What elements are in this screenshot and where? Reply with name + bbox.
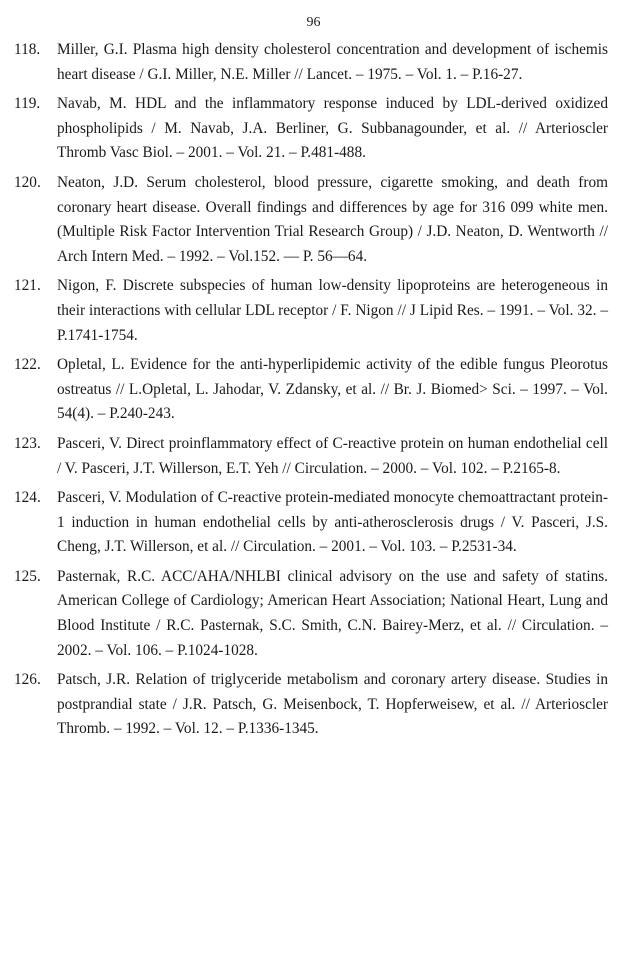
reference-number: 120.	[14, 173, 41, 191]
reference-item-118	[14, 38, 608, 87]
reference-item-122	[14, 353, 608, 427]
reference-text: Neaton, J.D. Serum cholesterol, blood pressure, cigarette smoking, and death from coronary heart disease. Overall findings and differences by age for 316 099 white men. (Multiple Risk Factor Intervention Trial Research Group) / J.D. Neaton, D. Wentworth // Arch Intern Med. – 1992. – Vol.152. — P. 56—64.	[57, 173, 608, 265]
page-number: 96	[306, 15, 321, 30]
reference-text: Nigon, F. Discrete subspecies of human low-density lipoproteins are heterogeneous in their interactions with cellular LDL receptor / F. Nigon // J Lipid Res. – 1991. – Vol. 32. – P.1741-1754.	[57, 277, 608, 344]
reference-item-119	[14, 92, 608, 166]
reference-item-121	[14, 274, 608, 348]
reference-text: Patsch, J.R. Relation of triglyceride metabolism and coronary artery disease. Studies in postprandial state / J.R. Patsch, G. Meisenbock, T. Hopferweisew, et al. // Arterioscler Thromb. – 1992. – Vol. 12. – P.1336-1345.	[57, 671, 608, 738]
reference-list	[14, 38, 608, 747]
reference-text: Pasceri, V. Modulation of C-reactive protein-mediated monocyte chemoattractant protein-1 induction in human endothelial cells by anti-atherosclerosis drugs / V. Pasceri, J.S. Cheng, J.T. Willerson, et al. // Circulation. – 2001. – Vol. 103. – P.2531-34.	[57, 489, 608, 556]
reference-text: Pasceri, V. Direct proinflammatory effect of C-reactive protein on human endothelial cell / V. Pasceri, J.T. Willerson, E.T. Yeh // Circulation. – 2000. – Vol. 102. – P.2165-8.	[57, 434, 608, 477]
reference-item-120	[14, 171, 608, 269]
reference-number: 123.	[14, 434, 41, 452]
reference-number: 118.	[14, 41, 41, 58]
reference-text: Navab, M. HDL and the inflammatory response induced by LDL-derived oxidized phospholipids / M. Navab, J.A. Berliner, G. Subbanagounder, et al. // Arterioscler Thromb Vasc Biol. – 2001. – Vol. 21. – P.481-488.	[57, 95, 608, 162]
reference-item-123	[14, 432, 608, 481]
reference-text: Opletal, L. Evidence for the anti-hyperlipidemic activity of the edible fungus Pleorotus ostreatus // L.Opletal, L. Jahodar, V. Zdansky, et al. // Br. J. Biomed> Sci. – 1997. – Vol. 54(4). – P.240-243.	[57, 356, 608, 423]
reference-text: Miller, G.I. Plasma high density cholesterol concentration and development of ischemis heart disease / G.I. Miller, N.E. Miller // Lancet. – 1975. – Vol. 1. – P.16-27.	[57, 41, 608, 83]
reference-number: 125.	[14, 567, 41, 585]
reference-item-126	[14, 668, 608, 742]
reference-number: 119.	[14, 95, 41, 113]
reference-number: 122.	[14, 356, 41, 374]
reference-number: 121.	[14, 277, 41, 295]
reference-item-124	[14, 486, 608, 560]
reference-text: Pasternak, R.C. ACC/AHA/NHLBI clinical advisory on the use and safety of statins. American College of Cardiology; American Heart Association; National Heart, Lung and Blood Institute / R.C. Pasternak, S.C. Smith, C.N. Bairey-Merz, et al. // Circulation. – 2002. – Vol. 106. – P.1024-1028.	[57, 567, 608, 659]
reference-item-125	[14, 565, 608, 663]
reference-number: 124.	[14, 489, 41, 507]
reference-number: 126.	[14, 671, 41, 689]
